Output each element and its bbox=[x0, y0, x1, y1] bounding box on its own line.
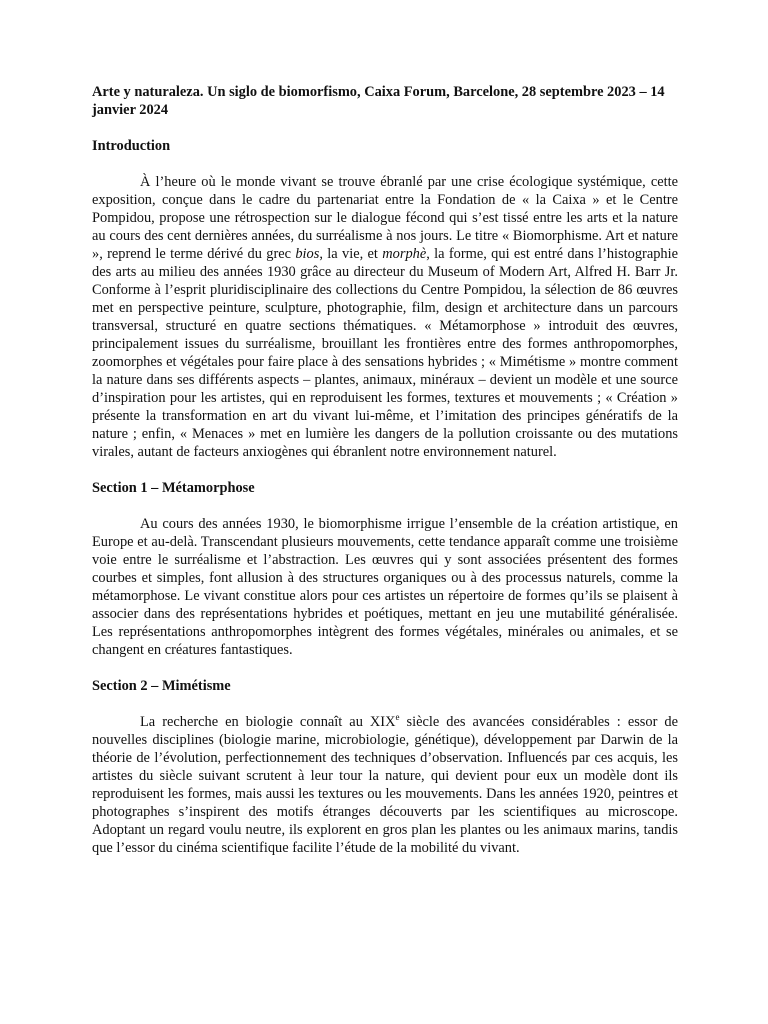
intro-term-bios: bios bbox=[295, 246, 320, 262]
intro-text-1: À l’heure où le monde vivant se trouve ébranlé par une crise écologique systémique, cette exposition, conçue dans le cadre du partenariat entre la Fondation de « la Caixa » et le Centre Pompidou, propose une rétrospection sur le dialogue fécond qui s’est tissé entre les arts et la nature au cours des cent dernières années, du surréalisme à nos jours. Le titre « Biomorphisme. Art et nature », reprend le terme dérivé du grec bbox=[92, 174, 678, 262]
document-page bbox=[92, 83, 678, 875]
section2-text-1: La recherche en biologie connaît au XIX bbox=[140, 714, 396, 730]
intro-paragraph bbox=[92, 173, 678, 461]
intro-heading: Introduction bbox=[92, 138, 171, 154]
intro-term-morphe: morphè bbox=[382, 246, 427, 262]
section2-paragraph bbox=[92, 713, 678, 857]
document-title: Arte y naturaleza. Un siglo de biomorfismo, Caixa Forum, Barcelone, 28 septembre 2023 – 14 janvier 2024 bbox=[92, 84, 665, 118]
section1-paragraph: Au cours des années 1930, le biomorphisme irrigue l’ensemble de la création artistique, en Europe et au-delà. Transcendant plusieurs mouvements, cette tendance apparaît comme une troisième voie entre le surréalisme et l’abstraction. Les œuvres qui y sont associées présentent des formes courbes et simples, font allusion à des structures organiques ou à des processus naturels, comme la métamorphose. Le vivant constitue alors pour ces artistes un répertoire de formes qu’ils se plaisent à associer dans des représentations hybrides et poétiques, mettant en jeu une mutabilité généralisée. Les représentations anthropomorphes intègrent des formes végétales, minérales ou animales, et se changent en créatures fantastiques. bbox=[92, 516, 678, 658]
section1-heading: Section 1 – Métamorphose bbox=[92, 480, 255, 496]
century-superscript: e bbox=[395, 712, 400, 723]
section2-text-2: siècle des avancées considérables : essor de nouvelles disciplines (biologie marine, microbiologie, génétique), développement par Darwin de la théorie de l’évolution, perfectionnement des techniques d’observation. Influencés par ces acquis, les artistes du siècle suivant scrutent à leur tour la nature, qui devient pour eux un modèle dont ils reproduisent les formes, mais aussi les textures ou les mouvements. Dans les années 1920, peintres et photographes s’inspirent des motifs étranges découverts par les scientifiques au microscope. Adoptant un regard voulu neutre, ils explorent en gros plan les plantes ou les animaux marins, tandis que l’essor du cinéma scientifique facilite l’étude de la mobilité du vivant. bbox=[92, 714, 679, 856]
section2-heading: Section 2 – Mimétisme bbox=[92, 678, 231, 694]
intro-text-3: , la forme, qui est entré dans l’histographie des arts au milieu des années 1930 grâce au directeur du Museum of Modern Art, Alfred H. Barr Jr. Conforme à l’esprit pluridisciplinaire des collections du Centre Pompidou, la sélection de 86 œuvres met en perspective peinture, sculpture, photographie, film, design et architecture dans un parcours transversal, structuré en quatre sections thématiques. « Métamorphose » introduit des œuvres, principalement issues du surréalisme, brouillant les frontières entre des formes anthropomorphes, zoomorphes et végétales pour faire place à des sensations hybrides ; « Mimétisme » montre comment la nature dans ses différents aspects – plantes, animaux, minéraux – devient un modèle et une source d’inspiration pour les artistes, qui en reproduisent les formes, textures et mouvements ; « Création » présente la transformation en art du vivant lui-même, et l’imitation des principes génératifs de la nature ; enfin, « Menaces » met en lumière les dangers de la pollution croissante ou des mutations virales, autant de facteurs anxiogènes qui ébranlent notre environnement naturel. bbox=[92, 246, 678, 460]
intro-text-2: , la vie, et bbox=[319, 246, 383, 262]
